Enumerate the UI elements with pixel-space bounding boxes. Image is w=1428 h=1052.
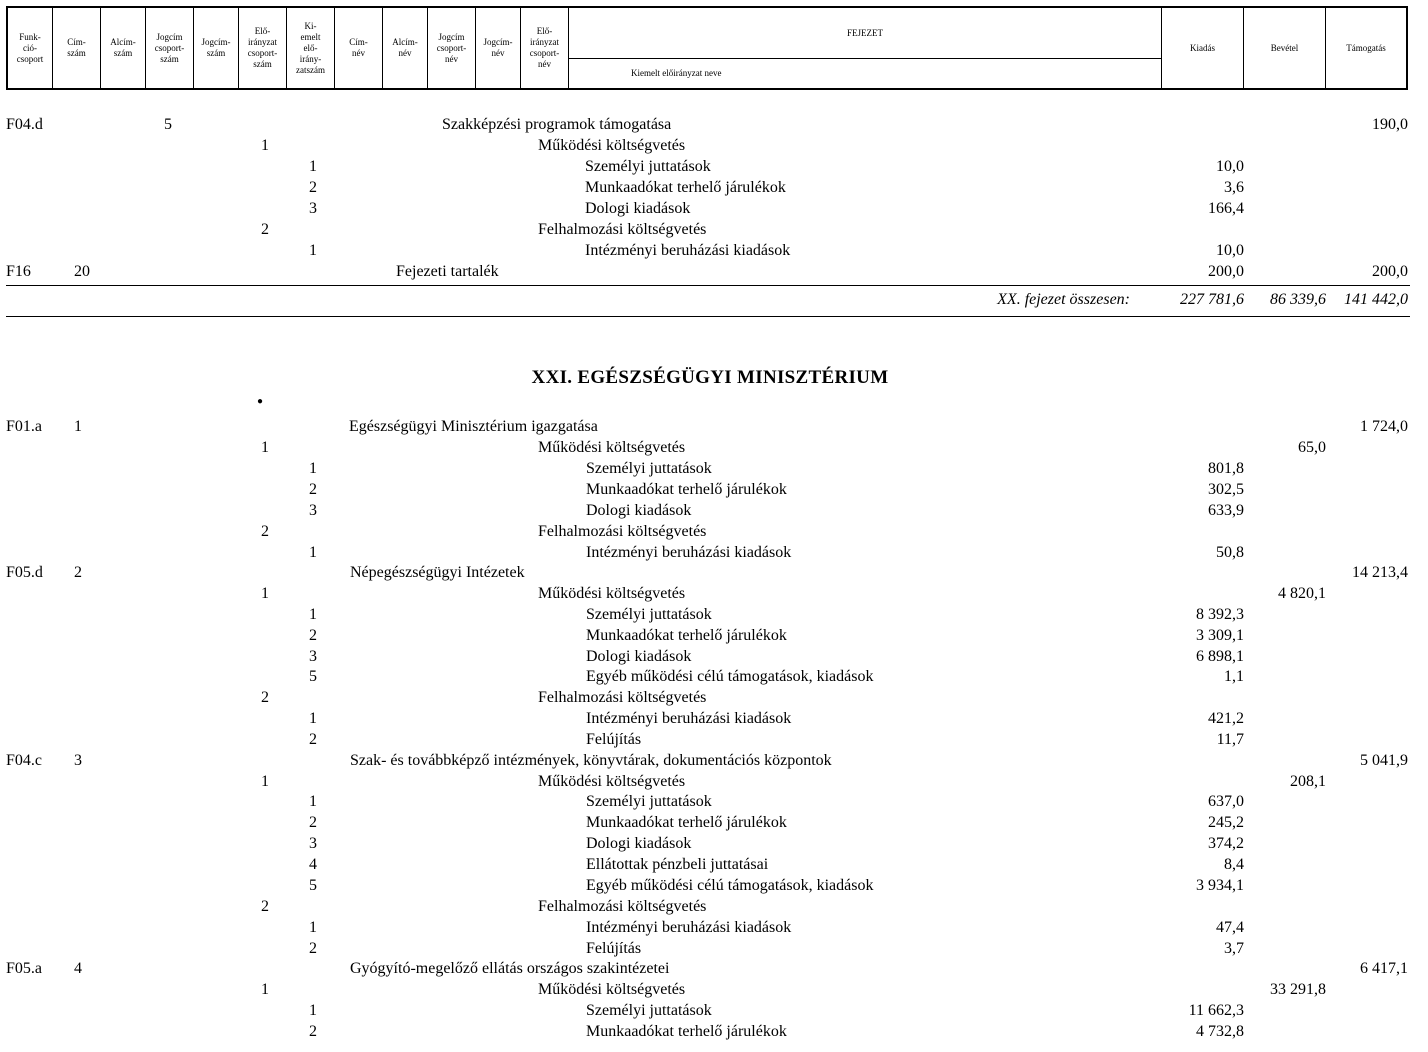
kiadas-value: 200,0 bbox=[1208, 263, 1244, 280]
item-name: Dologi kiadások bbox=[586, 502, 692, 519]
chapter-title: XXI. EGÉSZSÉGÜGYI MINISZTÉRIUM bbox=[531, 367, 889, 388]
item-name: Munkaadókat terhelő járulékok bbox=[586, 1023, 787, 1040]
table-row bbox=[0, 135, 1428, 156]
item-name: Szak- és továbbképző intézmények, könyvtárak, dokumentációs központok bbox=[350, 752, 832, 769]
table-row bbox=[0, 177, 1428, 198]
kiadas-value: 8,4 bbox=[1224, 856, 1244, 873]
jogcim-number: 1 bbox=[309, 544, 317, 561]
table-row bbox=[0, 240, 1428, 261]
jogcim-number: 1 bbox=[309, 1002, 317, 1019]
item-name: Felhalmozási költségvetés bbox=[538, 523, 707, 540]
bevetel-value: 65,0 bbox=[1298, 439, 1326, 456]
kiadas-value: 245,2 bbox=[1208, 814, 1244, 831]
kiadas-value: 637,0 bbox=[1208, 793, 1244, 810]
table-row bbox=[0, 521, 1428, 542]
table-row bbox=[0, 1021, 1428, 1042]
item-name: Dologi kiadások bbox=[586, 835, 692, 852]
tamogatas-value: 14 213,4 bbox=[1352, 564, 1408, 581]
header-col-text: csoport- bbox=[529, 48, 560, 58]
item-name: Felhalmozási költségvetés bbox=[538, 898, 707, 915]
tamogatas-value: 6 417,1 bbox=[1360, 960, 1408, 977]
table-row bbox=[0, 604, 1428, 625]
item-name: Felhalmozási költségvetés bbox=[538, 689, 707, 706]
jogcimcsoport-number: 2 bbox=[261, 523, 269, 540]
kiadas-value: 11,7 bbox=[1216, 731, 1244, 748]
jogcim-number: 1 bbox=[309, 242, 317, 259]
kiadas-value: 1,1 bbox=[1224, 668, 1244, 685]
table-row bbox=[0, 437, 1428, 458]
jogcim-number: 1 bbox=[309, 460, 317, 477]
header-col-jcnev bbox=[476, 8, 521, 88]
header-col-text: irányzat bbox=[530, 37, 559, 47]
header-col-text: Elő- bbox=[536, 26, 553, 36]
kiadas-value: 4 732,8 bbox=[1196, 1023, 1244, 1040]
header-col-text: név bbox=[491, 48, 505, 58]
kiadas-value: 166,4 bbox=[1208, 200, 1244, 217]
header-col-alcimszam bbox=[101, 8, 146, 88]
funkcio-code: F04.d bbox=[6, 116, 43, 133]
table-row bbox=[0, 938, 1428, 959]
table-row bbox=[0, 1000, 1428, 1021]
header-col-jcsnev bbox=[428, 8, 476, 88]
header-col-kiadas: Kiadás bbox=[1162, 8, 1244, 88]
header-col-eiszam bbox=[239, 8, 287, 88]
tamogatas-value: 190,0 bbox=[1372, 116, 1408, 133]
kiadas-value: 3,6 bbox=[1224, 179, 1244, 196]
jogcim-number: 2 bbox=[309, 731, 317, 748]
item-name: Népegészségügyi Intézetek bbox=[350, 564, 525, 581]
header-col-text: szám bbox=[67, 48, 86, 58]
header-col-text: zatszám bbox=[296, 64, 325, 75]
table-row bbox=[0, 833, 1428, 854]
jogcim-number: 3 bbox=[309, 648, 317, 665]
kiadas-value: 47,4 bbox=[1216, 919, 1244, 936]
total-tamogatas: 141 442,0 bbox=[1344, 291, 1408, 308]
header-col-text: elő- bbox=[303, 42, 318, 53]
header-col-text: Funk- bbox=[19, 31, 41, 42]
header-col-text: Alcím- bbox=[392, 37, 418, 47]
kiadas-value: 3 309,1 bbox=[1196, 627, 1244, 644]
jogcimcsoport-number: 2 bbox=[261, 689, 269, 706]
header-col-tamogatas: Támogatás bbox=[1346, 42, 1386, 53]
funkcio-code: F05.a bbox=[6, 960, 42, 977]
cim-number: 2 bbox=[74, 564, 82, 581]
bevetel-value: 208,1 bbox=[1290, 773, 1326, 790]
header-col-text: Jogcím- bbox=[201, 37, 231, 47]
header-col-text: Elő- bbox=[254, 26, 271, 36]
kiadas-value: 3 934,1 bbox=[1196, 877, 1244, 894]
header-col-text: név bbox=[445, 53, 458, 64]
header-col-text: Jogcím- bbox=[483, 37, 513, 47]
cim-number: 1 bbox=[74, 418, 82, 435]
header-col-cimszam bbox=[53, 8, 101, 88]
kiadas-value: 374,2 bbox=[1208, 835, 1244, 852]
kiadas-value: 633,9 bbox=[1208, 502, 1244, 519]
item-name: Személyi juttatások bbox=[586, 1002, 712, 1019]
item-name: Egyéb működési célú támogatások, kiadások bbox=[586, 877, 874, 894]
item-name: Szakképzési programok támogatása bbox=[442, 116, 672, 133]
header-col-text: Alcím- bbox=[110, 37, 136, 47]
header-fejezet: FEJEZET bbox=[569, 8, 1161, 59]
header-col-cimnev bbox=[335, 8, 383, 88]
header-fejezet-block bbox=[569, 8, 1162, 88]
jogcim-number: 4 bbox=[309, 856, 317, 873]
item-name: Intézményi beruházási kiadások bbox=[586, 710, 792, 727]
alcim-number: 5 bbox=[164, 116, 172, 133]
table-row bbox=[0, 917, 1428, 938]
table-row bbox=[0, 791, 1428, 812]
table-row bbox=[0, 896, 1428, 917]
bevetel-value: 33 291,8 bbox=[1270, 981, 1326, 998]
item-name: Intézményi beruházási kiadások bbox=[585, 242, 791, 259]
total-rule-bottom bbox=[6, 316, 1410, 317]
table-row bbox=[0, 771, 1428, 792]
jogcim-number: 2 bbox=[309, 940, 317, 957]
table-row bbox=[0, 708, 1428, 729]
total-label: XX. fejezet összesen: bbox=[997, 291, 1130, 308]
jogcimcsoport-number: 1 bbox=[261, 773, 269, 790]
column-header-table bbox=[6, 6, 1408, 90]
item-name: Működési költségvetés bbox=[538, 981, 686, 998]
kiadas-value: 11 662,3 bbox=[1188, 1002, 1244, 1019]
header-col-bevetel: Bevétel bbox=[1244, 8, 1326, 88]
tamogatas-value: 5 041,9 bbox=[1360, 752, 1408, 769]
header-col-text: csoport- bbox=[436, 42, 467, 53]
kiadas-value: 801,8 bbox=[1208, 460, 1244, 477]
item-name: Egészségügyi Minisztérium igazgatása bbox=[349, 418, 598, 435]
table-row bbox=[0, 261, 1428, 282]
header-col-alcimnev bbox=[383, 8, 428, 88]
table-row bbox=[0, 979, 1428, 1000]
item-name: Személyi juttatások bbox=[586, 460, 712, 477]
kiadas-value: 10,0 bbox=[1216, 158, 1244, 175]
header-col-funkcio bbox=[8, 8, 53, 88]
bullet-mark: ● bbox=[257, 396, 264, 407]
item-name: Egyéb működési célú támogatások, kiadások bbox=[586, 668, 874, 685]
item-name: Működési költségvetés bbox=[538, 439, 686, 456]
kiadas-value: 6 898,1 bbox=[1196, 648, 1244, 665]
table-row bbox=[0, 114, 1428, 135]
header-col-text: szám bbox=[113, 48, 133, 58]
kiadas-value: 50,8 bbox=[1216, 544, 1244, 561]
table-row bbox=[0, 875, 1428, 896]
funkcio-code: F01.a bbox=[6, 418, 42, 435]
header-col-text: Jogcím bbox=[156, 31, 183, 42]
kiadas-value: 302,5 bbox=[1208, 481, 1244, 498]
jogcim-number: 5 bbox=[309, 668, 317, 685]
item-name: Munkaadókat terhelő járulékok bbox=[586, 627, 787, 644]
table-row bbox=[0, 500, 1428, 521]
header-col-jcsszam bbox=[146, 8, 194, 88]
header-col-einev bbox=[521, 8, 569, 88]
item-name: Ellátottak pénzbeli juttatásai bbox=[586, 856, 769, 873]
chapter-total-row bbox=[0, 289, 1428, 310]
item-name: Személyi juttatások bbox=[586, 793, 712, 810]
item-name: Munkaadókat terhelő járulékok bbox=[586, 814, 787, 831]
funkcio-code: F16 bbox=[6, 263, 31, 280]
header-col-text: név bbox=[351, 48, 365, 58]
item-name: Gyógyító-megelőző ellátás országos szakintézetei bbox=[350, 960, 670, 977]
table-row bbox=[0, 729, 1428, 750]
table-row bbox=[0, 958, 1428, 979]
item-name: Munkaadókat terhelő járulékok bbox=[586, 481, 787, 498]
total-bevetel: 86 339,6 bbox=[1270, 291, 1326, 308]
table-row bbox=[0, 198, 1428, 219]
item-name: Dologi kiadások bbox=[586, 648, 692, 665]
header-kiemelt: Kiemelt előirányzat neve bbox=[631, 68, 722, 78]
header-col-text: név bbox=[538, 59, 551, 69]
jogcim-number: 3 bbox=[309, 502, 317, 519]
bevetel-value: 4 820,1 bbox=[1278, 585, 1326, 602]
table-row bbox=[0, 542, 1428, 563]
table-row bbox=[0, 156, 1428, 177]
total-kiadas: 227 781,6 bbox=[1180, 291, 1244, 308]
table-row bbox=[0, 750, 1428, 771]
jogcim-number: 5 bbox=[309, 877, 317, 894]
table-row bbox=[0, 646, 1428, 667]
item-name: Intézményi beruházási kiadások bbox=[586, 919, 792, 936]
header-col-jcszam bbox=[194, 8, 239, 88]
jogcim-number: 2 bbox=[309, 814, 317, 831]
item-name: Működési költségvetés bbox=[538, 137, 686, 154]
jogcim-number: 2 bbox=[309, 627, 317, 644]
header-col-text: csoport- bbox=[154, 42, 185, 53]
header-col-text: irány- bbox=[299, 53, 322, 64]
table-row bbox=[0, 219, 1428, 240]
jogcim-number: 1 bbox=[309, 158, 317, 175]
table-row bbox=[0, 812, 1428, 833]
table-row bbox=[0, 458, 1428, 479]
item-name: Intézményi beruházási kiadások bbox=[586, 544, 792, 561]
header-col-kieiszam bbox=[287, 8, 335, 88]
item-name: Dologi kiadások bbox=[585, 200, 691, 217]
funkcio-code: F04.c bbox=[6, 752, 42, 769]
jogcim-number: 1 bbox=[309, 793, 317, 810]
jogcim-number: 2 bbox=[309, 179, 317, 196]
item-name: Személyi juttatások bbox=[585, 158, 711, 175]
jogcim-number: 1 bbox=[309, 919, 317, 936]
header-col-text: csoport bbox=[16, 53, 44, 64]
header-col-text: név bbox=[398, 48, 412, 58]
item-name: Felújítás bbox=[586, 940, 642, 957]
tamogatas-value: 1 724,0 bbox=[1360, 418, 1408, 435]
header-col-text: Cím- bbox=[349, 37, 368, 47]
jogcimcsoport-number: 1 bbox=[261, 137, 269, 154]
kiadas-value: 8 392,3 bbox=[1196, 606, 1244, 623]
header-col-text: szám bbox=[253, 59, 272, 69]
item-name: Felújítás bbox=[586, 731, 642, 748]
tamogatas-value: 200,0 bbox=[1372, 263, 1408, 280]
jogcim-number: 3 bbox=[309, 200, 317, 217]
item-name: Fejezeti tartalék bbox=[396, 263, 499, 280]
header-col-text: csoport- bbox=[247, 48, 278, 58]
kiadas-value: 10,0 bbox=[1216, 242, 1244, 259]
jogcimcsoport-number: 2 bbox=[261, 898, 269, 915]
table-row bbox=[0, 562, 1428, 583]
table-row bbox=[0, 583, 1428, 604]
item-name: Személyi juttatások bbox=[586, 606, 712, 623]
item-name: Felhalmozási költségvetés bbox=[538, 221, 707, 238]
item-name: Működési költségvetés bbox=[538, 585, 686, 602]
item-name: Munkaadókat terhelő járulékok bbox=[585, 179, 786, 196]
kiadas-value: 421,2 bbox=[1208, 710, 1244, 727]
header-col-text: emelt bbox=[300, 31, 321, 42]
jogcim-number: 2 bbox=[309, 481, 317, 498]
jogcimcsoport-number: 1 bbox=[261, 439, 269, 456]
kiadas-value: 3,7 bbox=[1224, 940, 1244, 957]
table-row bbox=[0, 479, 1428, 500]
jogcim-number: 1 bbox=[309, 710, 317, 727]
header-col-text: Jogcím bbox=[438, 31, 465, 42]
jogcimcsoport-number: 1 bbox=[261, 981, 269, 998]
total-rule-top bbox=[6, 285, 1410, 286]
cim-number: 3 bbox=[74, 752, 82, 769]
jogcim-number: 2 bbox=[309, 1023, 317, 1040]
table-row bbox=[0, 625, 1428, 646]
table-row bbox=[0, 416, 1428, 437]
table-row bbox=[0, 687, 1428, 708]
cim-number: 20 bbox=[74, 263, 90, 280]
table-row bbox=[0, 666, 1428, 687]
header-col-text: ció- bbox=[23, 42, 37, 53]
header-col-text: szám bbox=[206, 48, 226, 58]
jogcim-number: 3 bbox=[309, 835, 317, 852]
header-col-text: Cím- bbox=[67, 37, 86, 47]
header-col-text: irányzat bbox=[248, 37, 277, 47]
header-col-text: Ki- bbox=[304, 20, 317, 31]
cim-number: 4 bbox=[74, 960, 82, 977]
jogcimcsoport-number: 1 bbox=[261, 585, 269, 602]
jogcim-number: 1 bbox=[309, 606, 317, 623]
funkcio-code: F05.d bbox=[6, 564, 43, 581]
jogcimcsoport-number: 2 bbox=[261, 221, 269, 238]
item-name: Működési költségvetés bbox=[538, 773, 686, 790]
table-row bbox=[0, 854, 1428, 875]
header-col-text: szám bbox=[160, 53, 179, 64]
